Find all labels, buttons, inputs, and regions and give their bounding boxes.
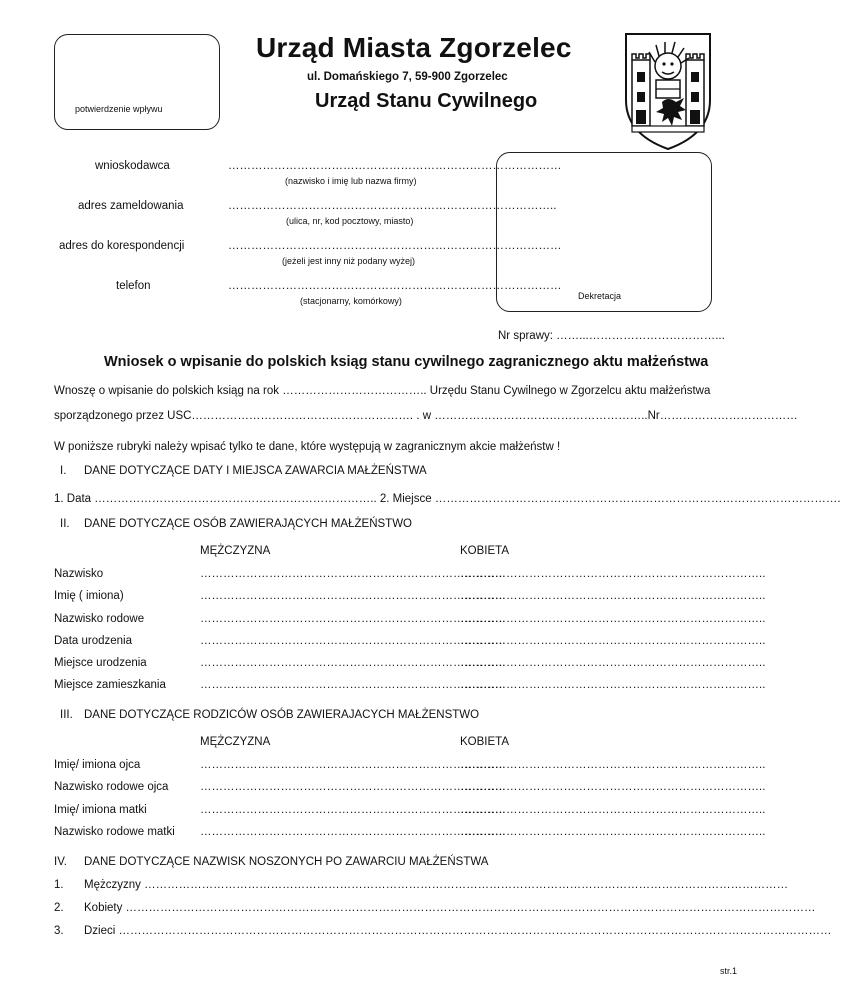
row-label: Nazwisko: [54, 568, 104, 580]
field-man[interactable]: ……………………………………………………………………..: [200, 804, 506, 816]
surname-woman-line[interactable]: Kobiety ………………………………………………………………………………………………………………………………………………………………: [84, 902, 816, 914]
row-label: Nazwisko rodowe matki: [54, 826, 175, 838]
intro-line-2: sporządzonego przez USC…………………………………………………. . w ………………………………………………..Nr………………………………: [54, 410, 798, 422]
row-label: Imię/ imiona ojca: [54, 759, 141, 771]
section-2-title: DANE DOTYCZĄCE OSÓB ZAWIERAJĄCYCH MAŁŻEŃSTWO: [84, 518, 412, 530]
field-registered-address[interactable]: …………………………………………………………………………..: [228, 200, 557, 212]
field-woman[interactable]: ……………………………………………………………………..: [460, 679, 766, 691]
hint-applicant: (nazwisko i imię lub nazwa firmy): [285, 176, 417, 186]
column-woman: KOBIETA: [460, 736, 509, 748]
page-title: Urząd Miasta Zgorzelec: [256, 32, 572, 63]
section-1-number: I.: [60, 465, 67, 477]
section-4-number: IV.: [54, 856, 68, 868]
label-applicant: wnioskodawca: [95, 160, 170, 172]
case-number[interactable]: Nr sprawy: ……...……………………………...: [498, 330, 725, 342]
field-man[interactable]: ……………………………………………………………………..: [200, 759, 506, 771]
field-man[interactable]: ……………………………………………………………………..: [200, 568, 506, 580]
column-man: MĘŻCZYZNA: [200, 736, 271, 748]
field-woman[interactable]: ……………………………………………………………………..: [460, 635, 766, 647]
field-woman[interactable]: ……………………………………………………………………..: [460, 804, 766, 816]
item-number: 1.: [54, 879, 64, 891]
office-address: ul. Domańskiego 7, 59-900 Zgorzelec: [307, 71, 508, 83]
field-man[interactable]: ……………………………………………………………………..: [200, 679, 506, 691]
row-label: Miejsce urodzenia: [54, 657, 147, 669]
field-correspondence-address[interactable]: ……………………………………………………………………………: [228, 240, 562, 252]
field-phone[interactable]: ……………………………………………………………………………: [228, 280, 562, 292]
decree-box: [496, 152, 712, 312]
label-correspondence-address: adres do korespondencji: [59, 240, 185, 252]
intro-line-1: Wnoszę o wpisanie do polskich ksiąg na rok ……………………………….. Urzędu Stanu Cywilnego w Zgorzelcu aktu małżeństwa: [54, 385, 711, 397]
row-label: Nazwisko rodowe ojca: [54, 781, 169, 793]
field-woman[interactable]: ……………………………………………………………………..: [460, 781, 766, 793]
stamp-label: potwierdzenie wpływu: [75, 104, 163, 114]
field-woman[interactable]: ……………………………………………………………………..: [460, 568, 766, 580]
label-phone: telefon: [116, 280, 151, 292]
field-man[interactable]: ……………………………………………………………………..: [200, 613, 506, 625]
office-name: Urząd Stanu Cywilnego: [315, 90, 538, 112]
field-woman[interactable]: ……………………………………………………………………..: [460, 590, 766, 602]
stamp-box: [54, 34, 220, 130]
field-man[interactable]: ……………………………………………………………………..: [200, 826, 506, 838]
surname-man-line[interactable]: Mężczyzny ……………………………………………………………………………………………………………………………………………………: [84, 879, 789, 891]
column-man: MĘŻCZYZNA: [200, 545, 271, 557]
field-woman[interactable]: ……………………………………………………………………..: [460, 657, 766, 669]
hint-correspondence-address: (jeżeli jest inny niż podany wyżej): [282, 256, 416, 266]
page-number: str.1: [720, 966, 738, 976]
field-man[interactable]: ……………………………………………………………………..: [200, 590, 506, 602]
field-man[interactable]: ……………………………………………………………………..: [200, 657, 506, 669]
form-note: W poniższe rubryki należy wpisać tylko te dane, które występują w zagranicznym akcie małżeństw !: [54, 441, 561, 453]
surname-children-line[interactable]: Dzieci ……………………………………………………………………………………………………………………………………………………………………: [84, 925, 832, 937]
section-3-number: III.: [60, 709, 73, 721]
field-woman[interactable]: ……………………………………………………………………..: [460, 613, 766, 625]
row-label: Imię/ imiona matki: [54, 804, 147, 816]
label-registered-address: adres zameldowania: [78, 200, 184, 212]
hint-registered-address: (ulica, nr, kod pocztowy, miasto): [286, 216, 414, 226]
column-woman: KOBIETA: [460, 545, 509, 557]
section-3-title: DANE DOTYCZĄCE RODZICÓW OSÓB ZAWIERAJACYCH MAŁŻENSTWO: [84, 709, 480, 721]
item-number: 3.: [54, 925, 64, 937]
row-label: Imię ( imiona): [54, 590, 124, 602]
section-1-title: DANE DOTYCZĄCE DATY I MIEJSCA ZAWARCIA MAŁŻEŃSTWA: [84, 465, 427, 477]
field-applicant[interactable]: ……………………………………………………………………………: [228, 160, 562, 172]
hint-phone: (stacjonarny, komórkowy): [300, 296, 402, 306]
field-man[interactable]: ……………………………………………………………………..: [200, 781, 506, 793]
section-2-number: II.: [60, 518, 70, 530]
row-label: Miejsce zamieszkania: [54, 679, 166, 691]
field-woman[interactable]: ……………………………………………………………………..: [460, 759, 766, 771]
field-man[interactable]: ……………………………………………………………………..: [200, 635, 506, 647]
field-woman[interactable]: ……………………………………………………………………..: [460, 826, 766, 838]
form-title: Wniosek o wpisanie do polskich ksiąg stanu cywilnego zagranicznego aktu małżeństwa: [104, 354, 709, 370]
section-4-title: DANE DOTYCZĄCE NAZWISK NOSZONYCH PO ZAWARCIU MAŁŻEŃSTWA: [84, 856, 489, 868]
decree-label: Dekretacja: [578, 291, 622, 301]
date-place-line[interactable]: 1. Data ……………………………………………………………….. 2. Miejsce …………………………………………………………………………………………….: [54, 493, 841, 505]
row-label: Nazwisko rodowe: [54, 613, 145, 625]
coat-of-arms-icon: [622, 30, 714, 152]
row-label: Data urodzenia: [54, 635, 132, 647]
item-number: 2.: [54, 902, 64, 914]
